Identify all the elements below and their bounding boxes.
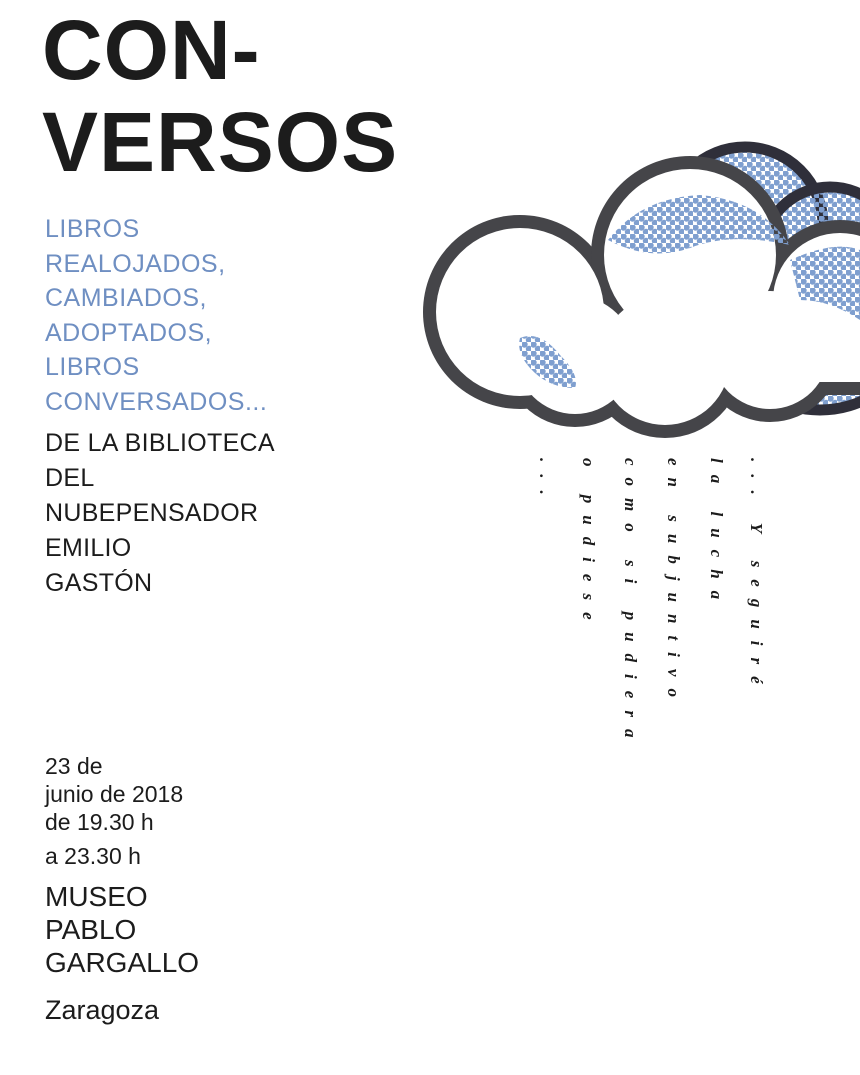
venue-line: GARGALLO <box>45 947 200 978</box>
poem-line: ... Y seguiré <box>747 458 766 696</box>
blue-line: LIBROS <box>45 215 140 243</box>
poem-line: en subjuntivo <box>664 458 683 709</box>
poem-line: ... <box>536 458 555 507</box>
venue-line: MUSEO <box>45 881 148 912</box>
poem-line: como si pudiera <box>621 458 640 750</box>
blue-line: ADOPTADOS, <box>45 318 213 347</box>
blue-line: CAMBIADOS, <box>45 284 207 313</box>
blue-line: CONVERSADOS... <box>45 387 268 416</box>
credit-line: NUBEPENSADOR <box>45 499 259 527</box>
date-line: junio de 2018 <box>45 781 184 807</box>
date-line: a 23.30 h <box>45 843 141 869</box>
venue-line: PABLO <box>45 914 137 945</box>
title-line-2: VERSOS <box>42 95 399 189</box>
credit-line: DE LA BIBLIOTECA <box>45 429 275 457</box>
title-line-1: CON- <box>42 3 261 97</box>
blue-line: LIBROS <box>45 353 140 382</box>
credit-line: DEL <box>45 464 95 492</box>
date-line: de 19.30 h <box>45 809 154 835</box>
date-line: 23 de <box>45 753 103 779</box>
event-city: Zaragoza <box>45 995 160 1025</box>
poem-line: o pudiese <box>579 458 598 632</box>
blue-line: REALOJADOS, <box>45 249 226 278</box>
credit-line: EMILIO <box>45 534 132 562</box>
poem-line: la lucha <box>707 458 726 612</box>
credit-line: GASTÓN <box>45 569 153 597</box>
